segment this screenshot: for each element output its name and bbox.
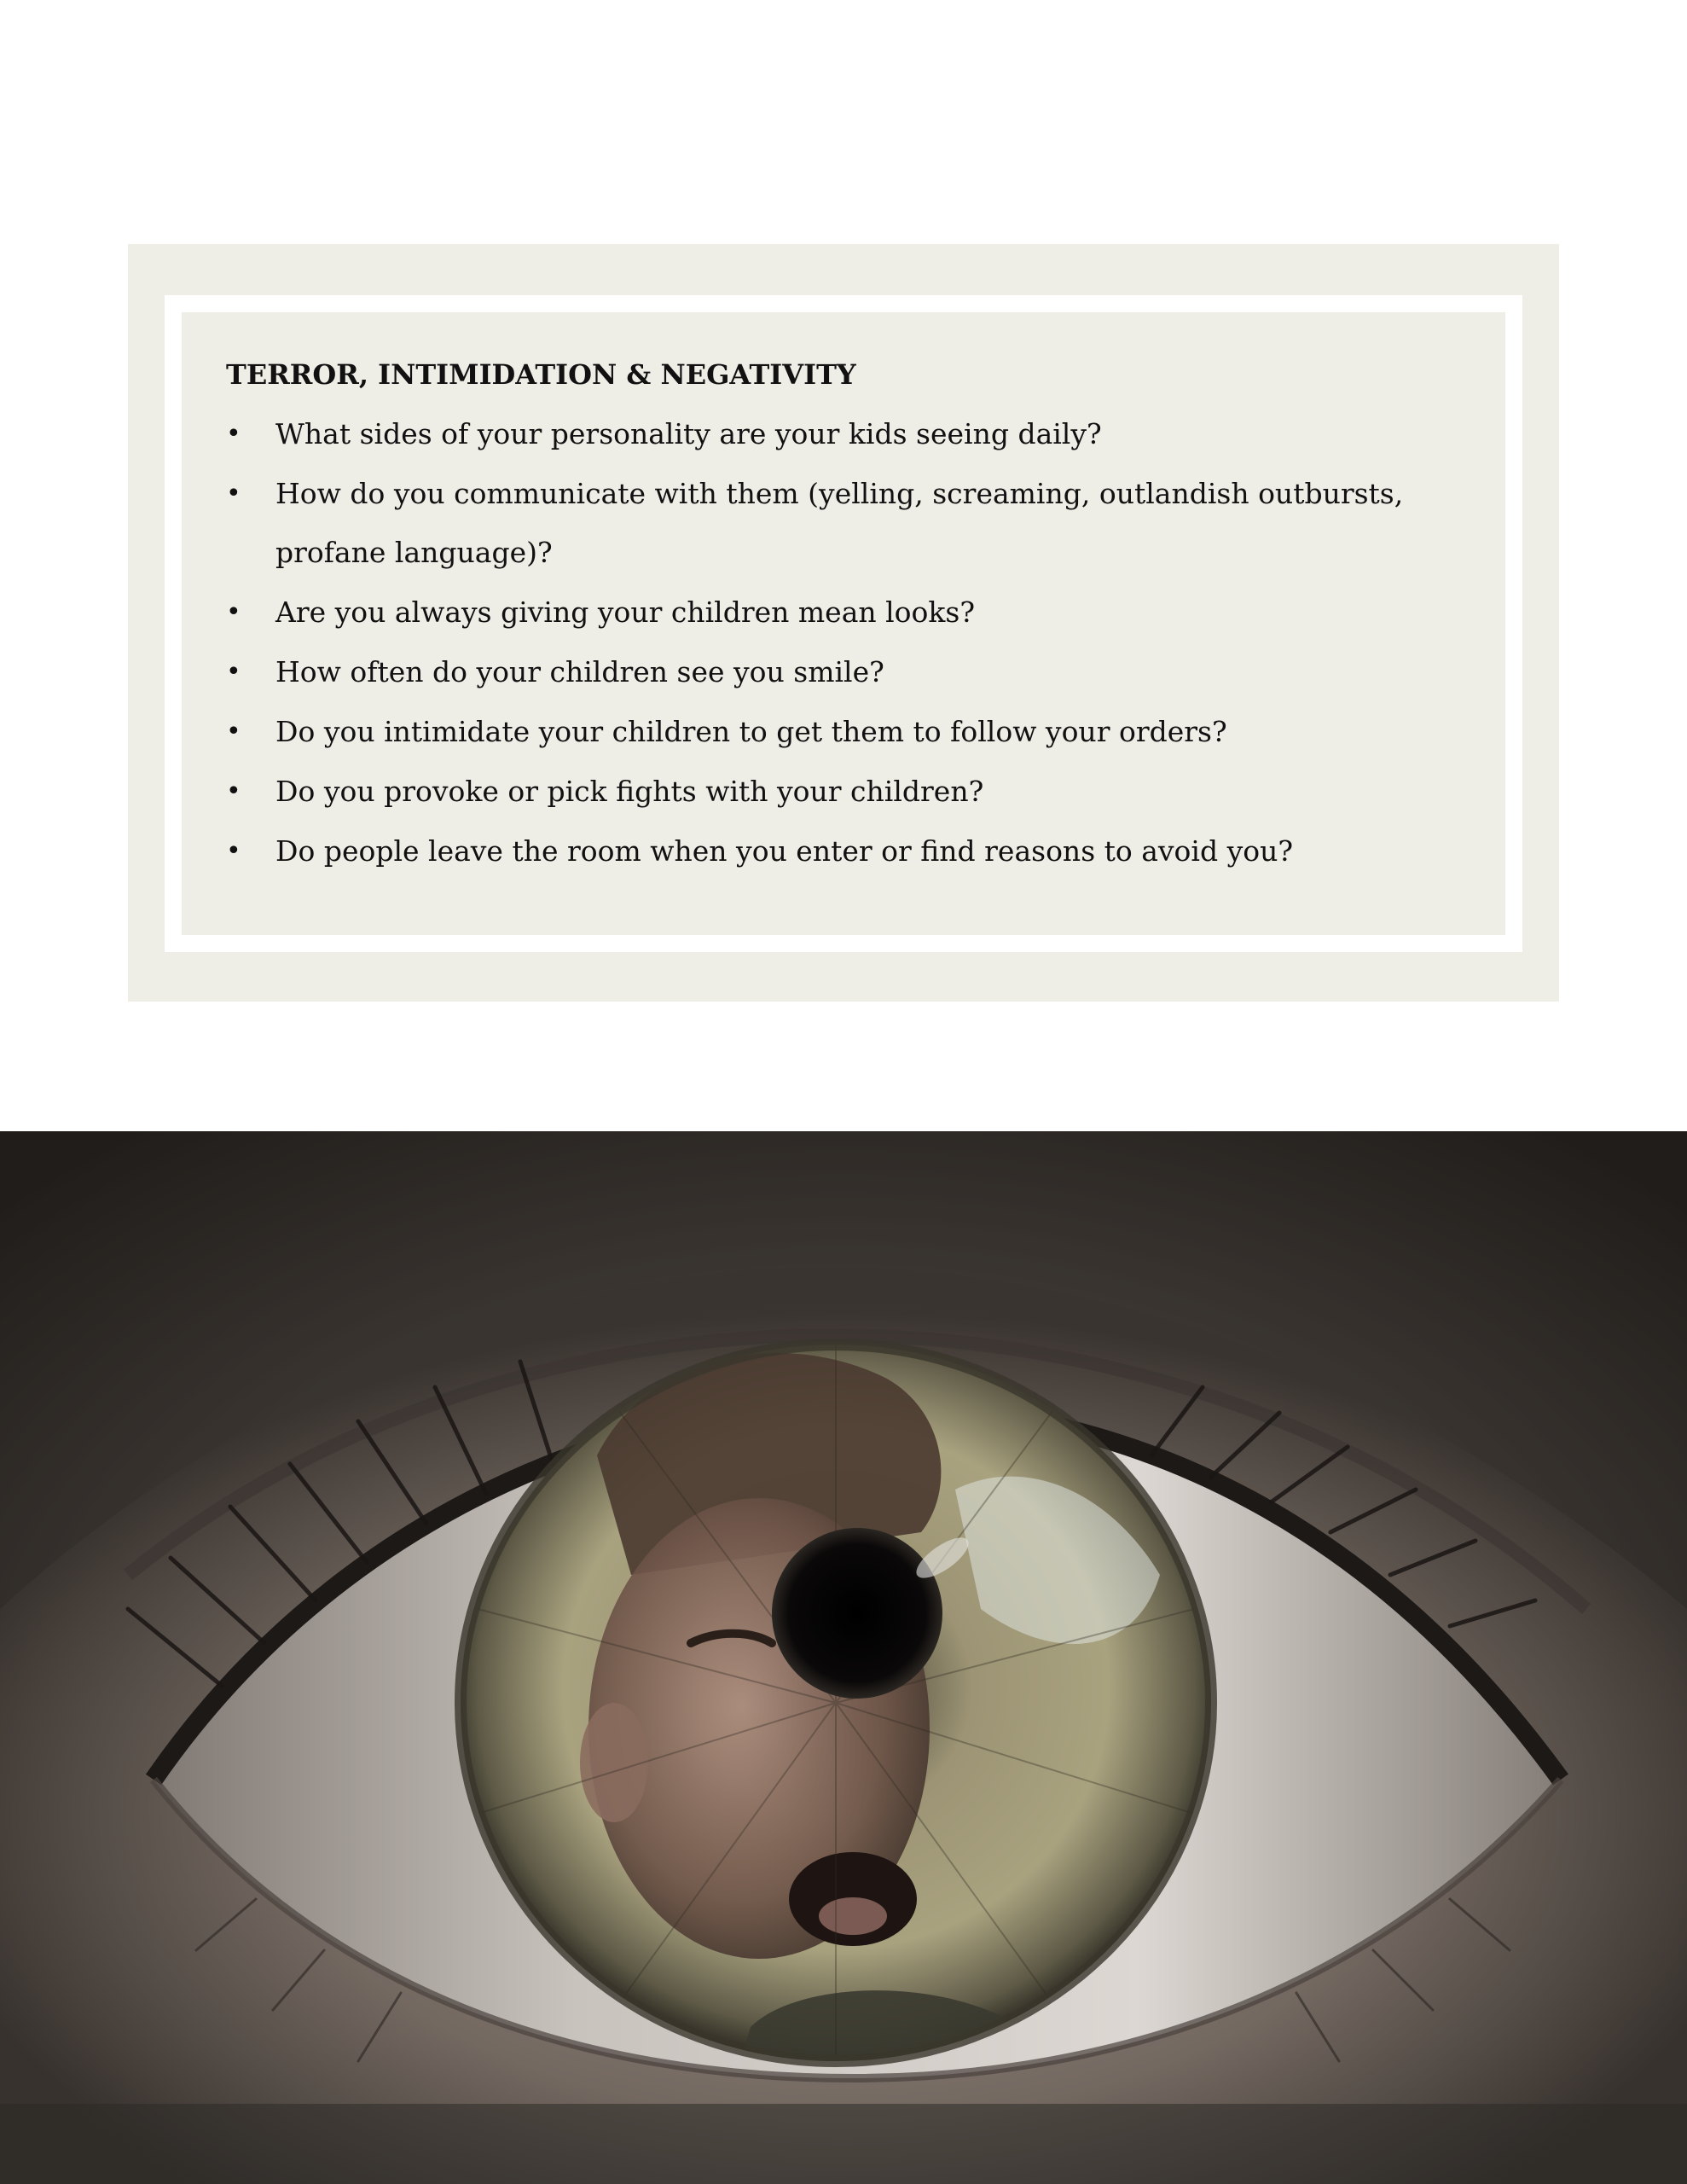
bullet-icon: •	[226, 479, 241, 508]
callout-bullet-list	[226, 404, 1463, 880]
bullet-text: Do people leave the room when you enter or find reasons to avoid you?	[275, 834, 1294, 868]
bullet-text: How do you communicate with them (yelling, screaming, outlandish outbursts, profane language)?	[275, 477, 1404, 569]
bullet-icon: •	[226, 597, 241, 627]
bullet-text: Are you always giving your children mean looks?	[275, 595, 976, 629]
callout-content	[226, 351, 1463, 881]
bullet-item	[226, 583, 1463, 642]
eye-illustration	[0, 1131, 1687, 2184]
bullet-item	[226, 762, 1463, 821]
bullet-item	[226, 822, 1463, 880]
bullet-icon: •	[226, 836, 241, 866]
bullet-icon: •	[226, 419, 241, 449]
bullet-text: Do you provoke or pick fights with your children?	[275, 775, 984, 808]
bullet-item	[226, 464, 1463, 582]
bullet-item	[226, 404, 1463, 463]
bullet-item	[226, 702, 1463, 761]
callout-title: TERROR, INTIMIDATION & NEGATIVITY	[226, 358, 856, 391]
bullet-item	[226, 642, 1463, 701]
bullet-text: What sides of your personality are your kids seeing daily?	[275, 417, 1102, 450]
bullet-icon: •	[226, 776, 241, 806]
bullet-text: Do you intimidate your children to get them to follow your orders?	[275, 715, 1227, 748]
bullet-icon: •	[226, 717, 241, 746]
bullet-text: How often do your children see you smile?	[275, 655, 884, 688]
pupil	[772, 1528, 942, 1699]
eye-image	[0, 1131, 1687, 2184]
bullet-icon: •	[226, 657, 241, 687]
